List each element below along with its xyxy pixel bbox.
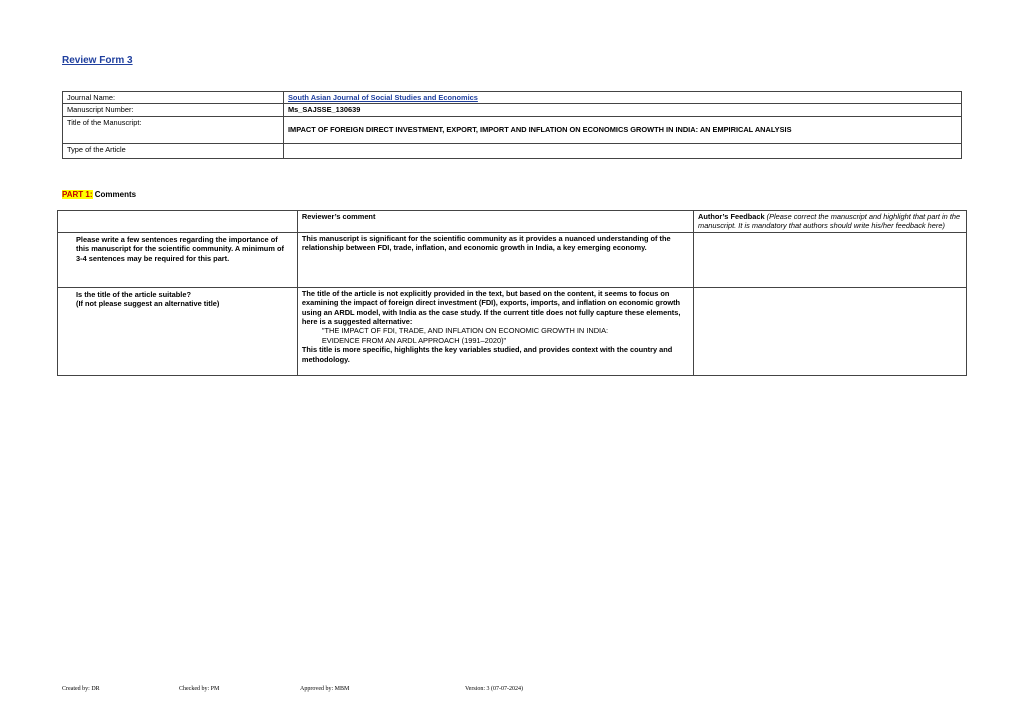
- header-author-feedback: [694, 211, 967, 233]
- table-row: [63, 116, 962, 143]
- form-title: Review Form 3: [62, 55, 133, 66]
- header-reviewer-comment: Reviewer’s comment: [297, 211, 693, 233]
- author-feedback-title: Author’s Feedback: [698, 212, 765, 221]
- footer-version: Version: 3 (07-07-2024): [465, 686, 523, 692]
- article-type-label: Type of the Article: [63, 143, 284, 158]
- table-header-row: [58, 211, 967, 233]
- comment-importance: This manuscript is significant for the scientific community as it provides a nuanced understanding of the relationship between FDI, trade, inflation, and economic growth in India, a key emerging economy.: [297, 232, 693, 287]
- question-title-line2: (If not please suggest an alternative title): [76, 299, 220, 309]
- feedback-importance[interactable]: [694, 232, 967, 287]
- manuscript-number-value: Ms_SAJSSE_130639: [284, 104, 962, 116]
- part1-label: PART 1:: [62, 190, 93, 199]
- manuscript-number-label: Manuscript Number:: [63, 104, 284, 116]
- manuscript-title-label: Title of the Manuscript:: [63, 116, 284, 143]
- author-feedback-note: (Please correct the manuscript and highlight that part in the manuscript. It is mandatory that authors should write his/her feedback here): [698, 212, 961, 231]
- table-row: [58, 232, 967, 287]
- header-empty-cell: [58, 211, 298, 233]
- feedback-title[interactable]: [694, 287, 967, 375]
- table-row: [63, 92, 962, 104]
- suggested-title-line2: EVIDENCE FROM AN ARDL APPROACH (1991–2020)": [321, 335, 507, 345]
- part1-title: Comments: [92, 190, 137, 199]
- footer-checked-by: Checked by: PM: [179, 686, 220, 692]
- journal-name-label: Journal Name:: [63, 92, 284, 104]
- table-row: [63, 143, 962, 158]
- part1-heading: [62, 190, 136, 199]
- article-type-value[interactable]: [284, 143, 962, 158]
- question-importance: Please write a few sentences regarding the importance of this manuscript for the scientific community. A minimum of 3-4 sentences may be required for this part.: [58, 232, 298, 287]
- comment-title-outro: This title is more specific, highlights the key variables studied, and provides context with the country and methodology.: [301, 345, 673, 364]
- journal-name-link[interactable]: South Asian Journal of Social Studies and Economics: [288, 93, 478, 102]
- table-row: [63, 104, 962, 116]
- comment-title-intro: The title of the article is not explicitly provided in the text, but based on the content, it seems to focus on examining the impact of foreign direct investment (FDI), exports, imports, and inflation on economic growth using an ARDL model, with India as the case study. If the current title does not fully capture these elements, here is a suggested alternative:: [301, 288, 681, 327]
- manuscript-info-table: [62, 91, 962, 159]
- comments-table: [57, 210, 967, 376]
- question-title-line1: Is the title of the article suitable?: [76, 289, 191, 299]
- manuscript-title-value: IMPACT OF FOREIGN DIRECT INVESTMENT, EXPORT, IMPORT AND INFLATION ON ECONOMICS GROWTH IN INDIA: AN EMPIRICAL ANALYSIS: [284, 116, 962, 143]
- suggested-title-line1: "THE IMPACT OF FDI, TRADE, AND INFLATION ON ECONOMIC GROWTH IN INDIA:: [321, 326, 609, 336]
- footer-approved-by: Approved by: MBM: [300, 686, 350, 692]
- footer-created-by: Created by: DR: [62, 686, 100, 692]
- comment-title: [297, 287, 693, 375]
- question-title: [58, 287, 298, 375]
- table-row: [58, 287, 967, 375]
